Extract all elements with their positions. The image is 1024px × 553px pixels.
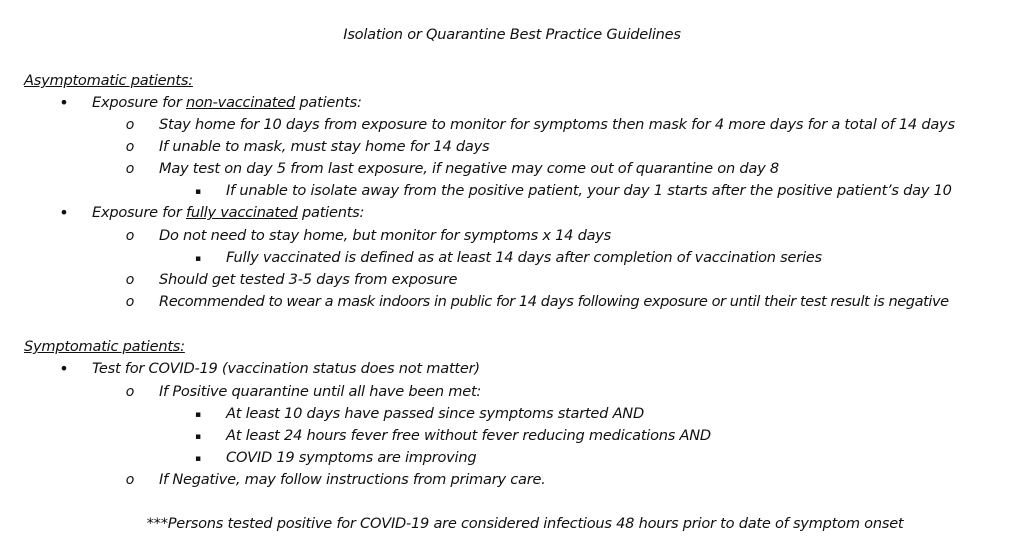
list-item: If unable to mask, must stay home for 14 days [159,138,490,155]
list-sub-item: At least 24 hours fever free without fever reducing medications AND [226,427,711,444]
bullet-circle: o [125,161,135,177]
list-item: Stay home for 10 days from exposure to monitor for symptoms then mask for 4 more days for a total of 14 days [159,116,955,133]
bullet-circle: o [125,228,135,244]
bullet-square: ▪ [194,410,202,420]
bullet-circle: o [125,294,135,310]
non-vaccinated-prefix: Exposure for [92,94,186,111]
fully-vaccinated-emphasis: fully vaccinated [185,204,298,221]
symptomatic-heading: Symptomatic patients: [24,338,185,355]
negative-result-item: If Negative, may follow instructions from primary care. [159,471,546,488]
list-item: May test on day 5 from last exposure, if negative may come out of quarantine on day 8 [159,160,779,177]
list-item: Do not need to stay home, but monitor for symptoms x 14 days [159,227,612,244]
bullet-disc: • [59,93,69,112]
bullet-disc: • [59,203,69,222]
list-sub-item: Fully vaccinated is defined as at least 14 days after completion of vaccination series [226,249,822,266]
fully-vaccinated-suffix: patients: [297,204,365,221]
list-item: Should get tested 3-5 days from exposure [159,271,458,288]
fully-vaccinated-exposure-heading [92,204,364,222]
bullet-square: ▪ [194,454,202,464]
bullet-circle: o [125,272,135,288]
non-vaccinated-exposure-heading [92,94,362,112]
non-vaccinated-suffix: patients: [295,94,362,111]
non-vaccinated-emphasis: non-vaccinated [185,94,296,111]
footnote: ***Persons tested positive for COVID-19 are considered infectious 48 hours prior to date of symptom onset [146,515,904,532]
list-sub-item: At least 10 days have passed since symptoms started AND [226,405,644,422]
fully-vaccinated-prefix: Exposure for [92,204,186,221]
bullet-circle: o [125,384,135,400]
bullet-square: ▪ [194,432,202,442]
bullet-disc: • [59,359,69,378]
bullet-square: ▪ [194,254,202,264]
bullet-square: ▪ [194,187,202,197]
list-item: Recommended to wear a mask indoors in public for 14 days following exposure or until their test result is negative [159,293,949,310]
bullet-circle: o [125,139,135,155]
asymptomatic-heading: Asymptomatic patients: [24,72,193,89]
bullet-circle: o [125,117,135,133]
document-title: Isolation or Quarantine Best Practice Guidelines [343,26,681,43]
positive-result-item: If Positive quarantine until all have been met: [159,383,482,400]
covid-test-item: Test for COVID-19 (vaccination status does not matter) [92,360,480,377]
bullet-circle: o [125,472,135,488]
list-sub-item: If unable to isolate away from the positive patient, your day 1 starts after the positive patient’s day 10 [226,182,952,199]
list-sub-item: COVID 19 symptoms are improving [226,449,477,466]
